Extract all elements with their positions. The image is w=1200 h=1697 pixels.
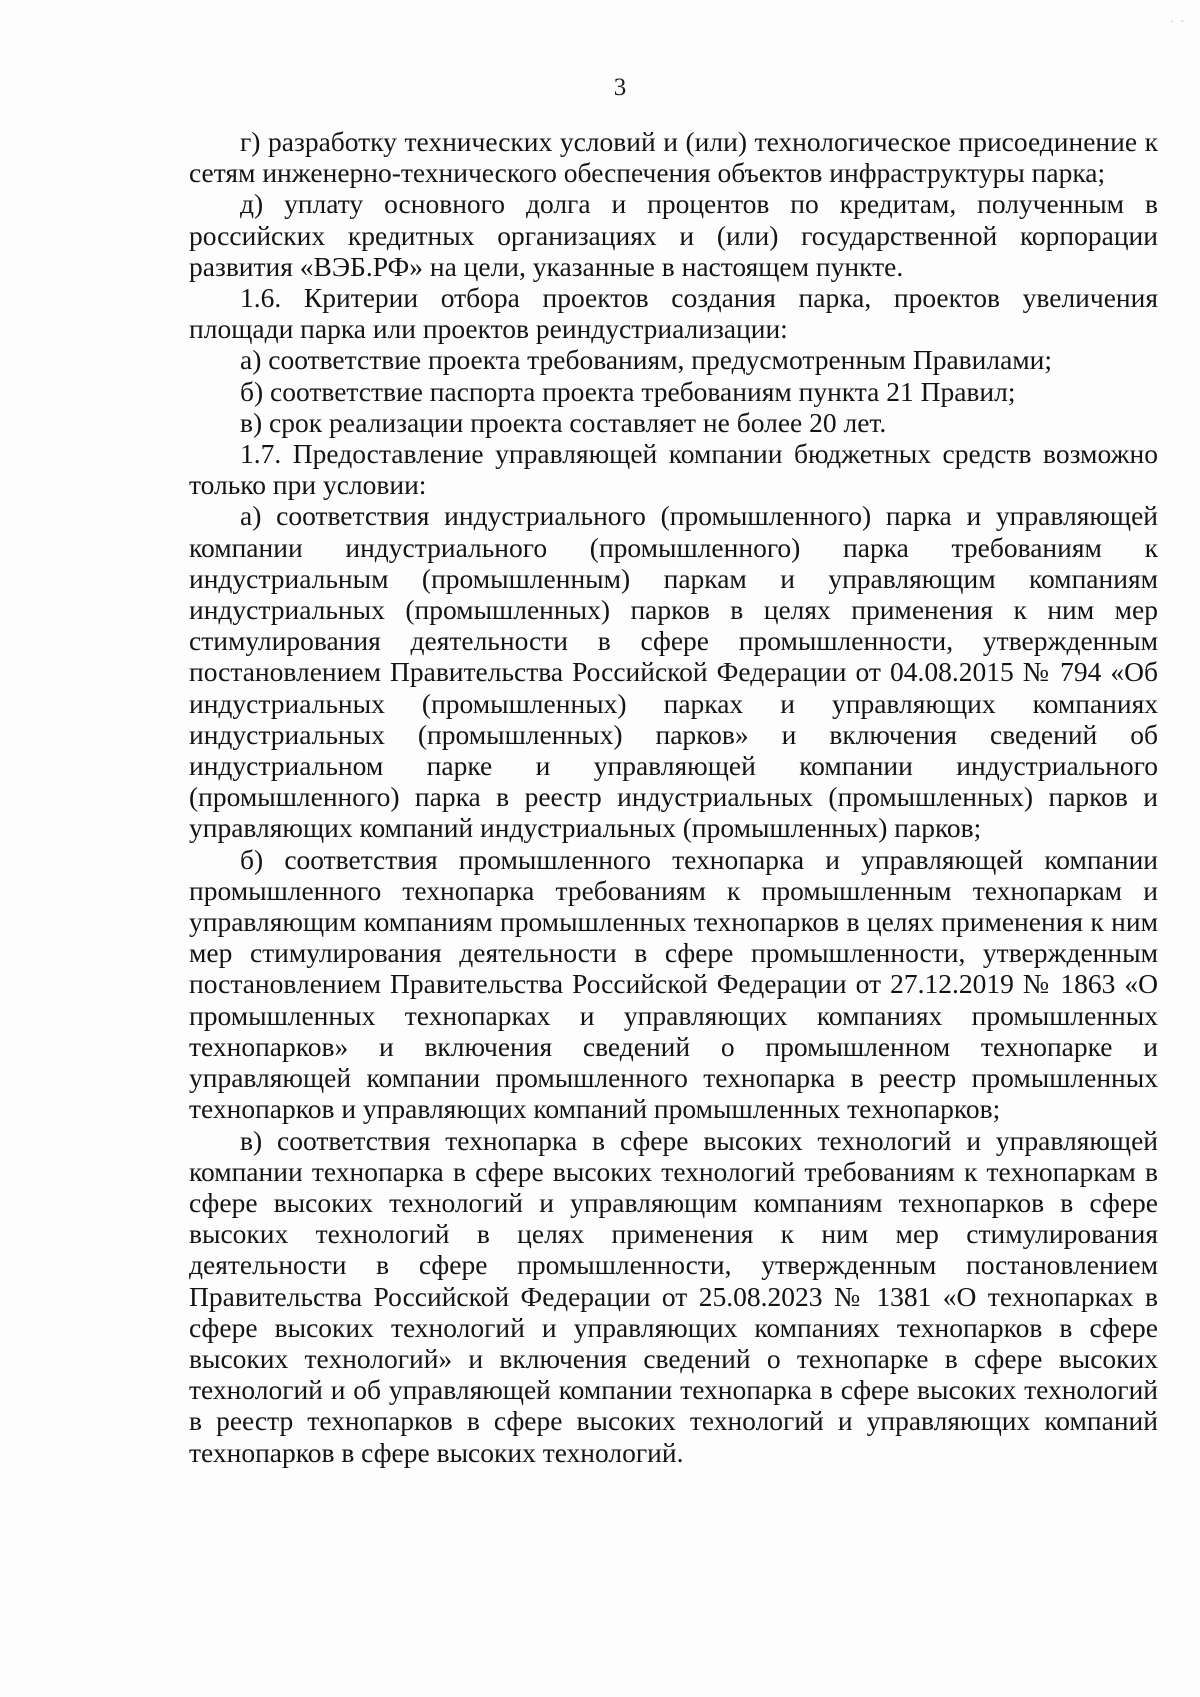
paragraph-criterion-v: в) срок реализации проекта составляет не более 20 лет. xyxy=(240,406,887,438)
scan-artifact-mark: · - xyxy=(1170,16,1186,27)
paragraph-1-7-budget-conditions: 1.7. Предоставление управляющей компании бюджетных средств возможно только при условии: xyxy=(189,438,1158,501)
document-body xyxy=(189,126,1158,1468)
page-number: 3 xyxy=(613,74,627,101)
paragraph-d-loan-repayment: д) уплату основного долга и процентов по кредитам, полученным в российских кредитных организациях и (или) государственной корпорации развития «ВЭБ.РФ» на цели, указанные в настоящем пункте. xyxy=(189,188,1158,282)
paragraph-condition-b-industrial-technopark: б) соответствия промышленного технопарка и управляющей компании промышленного технопарка требованиям к промышленным технопаркам и управляющим компаниям промышленных технопарков в целях применения к ним мер стимулирования деятельности в сфере промышленности, утвержденным постановлением Правительства Российской Федерации от 27.12.2019 № 1863 «О промышленных технопарках и управляющих компаниях промышленных технопарков» и включения сведений о промышленном технопарке и управляющей компании промышленного технопарка в реестр промышленных технопарков и управляющих компаний промышленных технопарков; xyxy=(189,843,1158,1125)
paragraph-g-technical-conditions: г) разработку технических условий и (или) технологическое присоединение к сетям инженерно-технического обеспечения объектов инфраструктуры парка; xyxy=(189,126,1158,189)
paragraph-criterion-a: а) соответствие проекта требованиям, предусмотренным Правилами; xyxy=(240,344,1053,376)
paragraph-condition-v-hightech-technopark: в) соответствия технопарка в сфере высоких технологий и управляющей компании технопарка в сфере высоких технологий требованиям к технопаркам в сфере высоких технологий и управляющим компаниям технопарков в сфере высоких технологий в целях применения к ним мер стимулирования деятельности в сфере промышленности, утвержденным постановлением Правительства Российской Федерации от 25.08.2023 № 1381 «О технопарках в сфере высоких технологий и управляющих компаниях технопарков в сфере высоких технологий» и включения сведений о технопарке в сфере высоких технологий и об управляющей компании технопарка в сфере высоких технологий в реестр технопарков в сфере высоких технологий и управляющих компаний технопарков в сфере высоких технологий. xyxy=(189,1124,1158,1468)
paragraph-condition-a-industrial-park: а) соответствия индустриального (промышленного) парка и управляющей компании индустриального (промышленного) парка требованиям к индустриальным (промышленным) паркам и управляющим компаниям индустриальных (промышленных) парков в целях применения к ним мер стимулирования деятельности в сфере промышленности, утвержденным постановлением Правительства Российской Федерации от 04.08.2015 № 794 «Об индустриальных (промышленных) парках и управляющих компаниях индустриальных (промышленных) парков» и включения сведений об индустриальном парке и управляющей компании индустриального (промышленного) парка в реестр индустриальных (промышленных) парков и управляющих компаний индустриальных (промышленных) парков; xyxy=(189,500,1158,844)
paragraph-1-6-selection-criteria: 1.6. Критерии отбора проектов создания парка, проектов увеличения площади парка или проектов реиндустриализации: xyxy=(189,282,1158,345)
paragraph-criterion-b: б) соответствие паспорта проекта требованиям пункта 21 Правил; xyxy=(240,375,1016,407)
